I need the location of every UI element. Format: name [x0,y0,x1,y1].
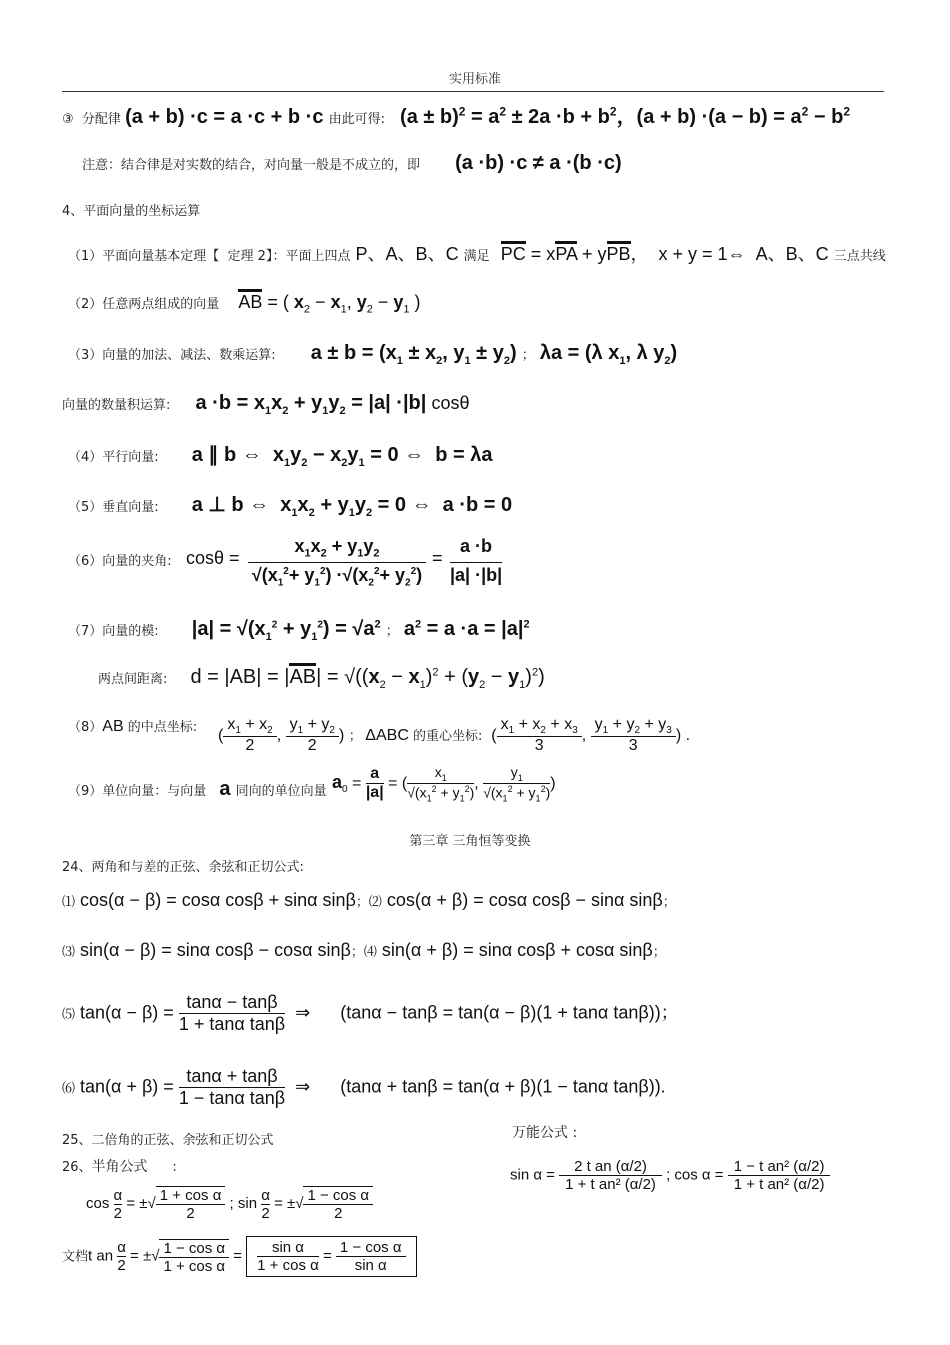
line-6-bar2 [450,562,502,563]
line-5-perpendicular: （5）垂直向量: a ⊥ b ⇔ $x_1x_2 + y_1y_2 = 0$ ⇔ a ·b = 0 [68,494,513,519]
line-9-formula: $a_0$ = $\frac{a}{|a|}$ = ( $\frac{x_1}{√(x_1^2 + y_1^2)}$ , $\frac{y_1}{√(x_1^2 + y_1^2)}$ ) [332,764,556,804]
section-24-title: 24、两角和与差的正弦、余弦和正切公式: [62,860,304,875]
formula-tan-sum: ⑹ tan(α + β) = $\frac{\tan\alpha + \tan\beta}{\text{1 − tanα tanβ}}$ ⇒ (tanα + tanβ = tan(α + β)(1 − tanα tanβ)). [62,1066,666,1108]
line-6-num: $x_1x_2 + y_1y_2$ [294,536,380,560]
line-6-cos: cosθ = [186,548,240,568]
formula-cos-diff-sum: ⑴ cos(α − β) = cosα cosβ + sinα sinβ；⑵ cos(α + β) = cosα cosβ − sinα sinβ； [62,890,676,910]
formula-universal: sin α = $\frac{\text{2 t an (α/2)}}{\text{1 + t an² (α/2)}}$ ; cos α = $\frac{\text{1 − t an² (α/2)}}{\text{1 + t an² (α/2)}}$ [510,1158,830,1193]
line-distance: 两点间距离: $d = |AB| = |AB| = √((x_2 - x_1)^2 + (y_2 - y_1)^2)$ [98,666,545,691]
section-26-title: 26、半角公式 : [62,1159,177,1175]
line-2-two-points: （2）任意两点组成的向量 AB = ( $x_2 - x_1$, $y_2 - y_1$ ) [68,292,421,316]
line-8-label: （8）AB 的中点坐标: [68,718,198,735]
formula-distributive: ③ 分配律 (a + b) ·c = a ·c + b ·c 由此可得: $(a \pm b)^2 = a^2 \pm 2a \cdot b + b^2$，$(a + b) \cdot(a - b) = a^2 - b^2$ [62,104,850,128]
page-header: 实用标准 [448,72,501,87]
formula-half-cos-sin: cos $\frac{\alpha}{2}$ = ±√ $\frac{\text{1 + cos α}}{2}$ ; sin $\frac{\alpha}{2}$ = ±√ $\frac{\text{1 − cos α}}{2}$ [86,1186,373,1222]
chapter-3-title: 第三章 三角恒等变换 [409,834,531,849]
line-6-den: $√(x_1^2+ y_1^2) \cdot√(x_2^2+ y_2^2)$ [251,565,423,589]
line-note: 注意：结合律是对实数的结合，对向量一般是不成立的，即 (a ·b) ·c ≠ a ·(b ·c) [82,152,622,174]
line-9-label: （9）单位向量：与向量 a 同向的单位向量 [68,778,327,800]
formula-tan-diff: ⑸ tan(α − β) = $\frac{\tan\alpha - \tan\beta}{\text{1 + tanα tanβ}}$ ⇒ (tanα − tanβ = tan(α − β)(1 + tanα tanβ))； [62,992,679,1034]
line-4-parallel: （4）平行向量: a ∥ b ⇔ $x_1y_2 - x_2y_1 = 0$ ⇔ b = λa [68,444,493,469]
section-25-title: 25、二倍角的正弦、余弦和正切公式 [62,1133,274,1148]
formula-sin-diff-sum: ⑶ sin(α − β) = sinα cosβ − cosα sinβ；⑷ sin(α + β) = sinα cosβ + cosα sinβ； [62,940,666,960]
line-1-basic-theorem: （1）平面向量基本定理【 定理 2】：平面上四点 P、A、B、C 满足 PC = xPA + yPB， x + y = 1⇔ A、B、C 三点共线 [68,240,886,266]
line-6-eq: = [432,548,443,568]
line-6-num2: a ·b [459,536,492,556]
line-7-modulus: （7）向量的模: $|a| = √(x_1^2 + y_1^2) = √a^2$ ； $a^2 = a \cdot a = |a|^2$ [68,618,530,643]
header-rule [62,91,884,92]
line-6-den2: |a| ·|b| [450,565,503,585]
line-dot-product: 向量的数量积运算: $a \cdot b = x_1x_2 + y_1y_2 = |a| \cdot|b|$ cosθ [62,392,470,417]
line-6-bar [248,562,426,563]
line-3-operations: （3）向量的加法、减法、数乘运算: $a \pm b = (x_1 \pm x_2$, $y_1 \pm y_2$) ； λa = (λ $x_1$, λ $y_2$) [68,342,678,367]
universal-formula-title: 万能公式 : [512,1125,578,1141]
formula-half-tan: 文档t an $\frac{\alpha}{2}$ = ±√ $\frac{\text{1 − cos α}}{\text{1 + cos α}}$ = $\frac{\text{sin α}}{\text{1 + cos α}}$ = $\frac{\text{1 − cos α}}{\text{sin α}}$ [62,1236,417,1277]
section-4-title: 4、平面向量的坐标运算 [62,204,201,219]
line-8-mid: ( $\frac{x_1 + x_2}{2}$ , $\frac{y_1 + y_2}{2}$ ) ； ΔABC 的重心坐标: ( $\frac{x_1 + x_2 + x_3}{3}$ , $\frac{y_1 + y_2 + y_3}{3}$ ) . [218,716,691,755]
line-6-label: （6）向量的夹角: [68,554,172,569]
